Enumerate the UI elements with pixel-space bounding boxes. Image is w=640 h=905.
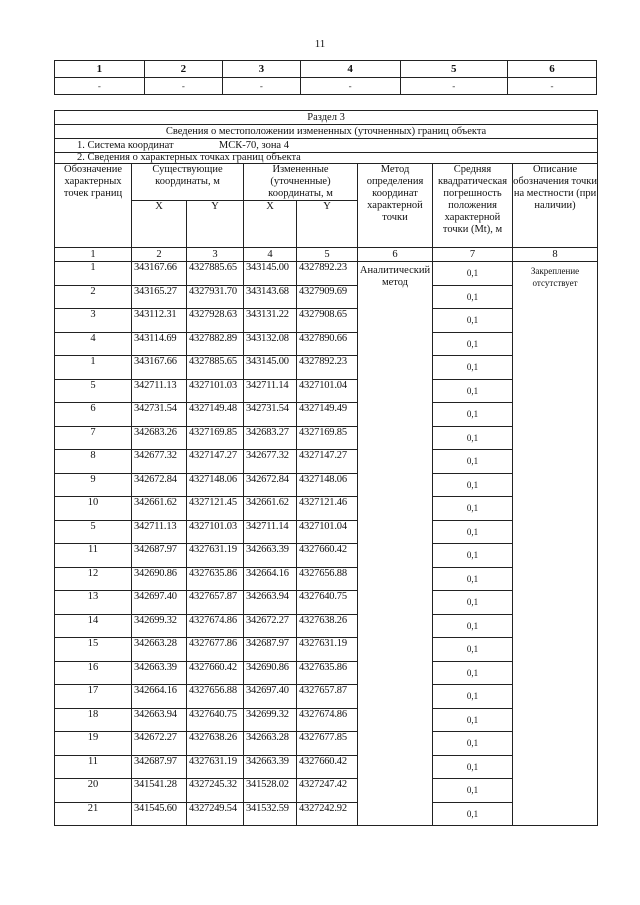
changed-x: 343131.22 <box>244 309 297 333</box>
existing-x: 343114.69 <box>132 332 187 356</box>
mt-value: 0,1 <box>433 591 513 615</box>
point-id: 4 <box>55 332 132 356</box>
mt-value: 0,1 <box>433 614 513 638</box>
section-subtitle: Сведения о местоположении измененных (уточненных) границ объекта <box>55 125 598 139</box>
existing-x: 342690.86 <box>132 567 187 591</box>
col-number: 2 <box>132 248 187 262</box>
column-header-row <box>55 164 598 201</box>
mt-value: 0,1 <box>433 638 513 662</box>
existing-y: 4327101.03 <box>187 379 244 403</box>
existing-y: 4327635.86 <box>187 567 244 591</box>
changed-x: 342664.16 <box>244 567 297 591</box>
page-number: 11 <box>314 38 326 50</box>
existing-x: 341541.28 <box>132 779 187 803</box>
existing-x: 342663.28 <box>132 638 187 662</box>
changed-x: 342699.32 <box>244 708 297 732</box>
value-cell: - <box>222 78 300 95</box>
changed-x: 342690.86 <box>244 661 297 685</box>
existing-x: 342664.16 <box>132 685 187 709</box>
existing-y: 4327245.32 <box>187 779 244 803</box>
existing-y: 4327885.65 <box>187 356 244 380</box>
changed-y: 4327908.65 <box>297 309 358 333</box>
changed-x: 342661.62 <box>244 497 297 521</box>
existing-x: 342672.84 <box>132 473 187 497</box>
col-changed-x: X <box>244 201 297 248</box>
existing-x: 342699.32 <box>132 614 187 638</box>
existing-y: 4327931.70 <box>187 285 244 309</box>
value-cell: - <box>508 78 597 95</box>
changed-y: 4327631.19 <box>297 638 358 662</box>
changed-x: 342687.97 <box>244 638 297 662</box>
header-cell: 1 <box>55 61 145 78</box>
changed-x: 342711.14 <box>244 379 297 403</box>
changed-x: 341528.02 <box>244 779 297 803</box>
changed-y: 4327892.23 <box>297 262 358 286</box>
mt-value: 0,1 <box>433 661 513 685</box>
point-id: 14 <box>55 614 132 638</box>
header-cell: 6 <box>508 61 597 78</box>
mt-value: 0,1 <box>433 779 513 803</box>
coord-system <box>55 139 598 153</box>
mt-value: 0,1 <box>433 520 513 544</box>
changed-y: 4327890.66 <box>297 332 358 356</box>
existing-y: 4327147.27 <box>187 450 244 474</box>
mt-value: 0,1 <box>433 544 513 568</box>
point-id: 18 <box>55 708 132 732</box>
existing-x: 343112.31 <box>132 309 187 333</box>
changed-y: 4327677.85 <box>297 732 358 756</box>
existing-x: 342711.13 <box>132 520 187 544</box>
changed-x: 342663.28 <box>244 732 297 756</box>
changed-x: 343145.00 <box>244 356 297 380</box>
mt-value: 0,1 <box>433 450 513 474</box>
mt-value: 0,1 <box>433 685 513 709</box>
point-id: 7 <box>55 426 132 450</box>
changed-y: 4327657.87 <box>297 685 358 709</box>
existing-x: 342677.32 <box>132 450 187 474</box>
description-value: Закрепление отсутствует <box>513 262 598 826</box>
changed-y: 4327121.46 <box>297 497 358 521</box>
changed-x: 342672.84 <box>244 473 297 497</box>
existing-y: 4327631.19 <box>187 544 244 568</box>
mt-value: 0,1 <box>433 708 513 732</box>
changed-x: 341532.59 <box>244 802 297 826</box>
changed-y: 4327656.88 <box>297 567 358 591</box>
changed-y: 4327909.69 <box>297 285 358 309</box>
section-3-table <box>54 110 598 826</box>
col-number: 5 <box>297 248 358 262</box>
point-id: 20 <box>55 779 132 803</box>
changed-x: 342663.94 <box>244 591 297 615</box>
changed-y: 4327149.49 <box>297 403 358 427</box>
existing-x: 342731.54 <box>132 403 187 427</box>
changed-x: 342683.27 <box>244 426 297 450</box>
changed-x: 342663.39 <box>244 544 297 568</box>
mt-value: 0,1 <box>433 403 513 427</box>
col-changed: Измененные (уточненные) координаты, м <box>244 164 358 201</box>
col-description: Описание обозначения точки на местности (при наличии) <box>513 164 598 248</box>
mt-value: 0,1 <box>433 497 513 521</box>
changed-x: 342731.54 <box>244 403 297 427</box>
existing-y: 4327882.89 <box>187 332 244 356</box>
changed-x: 342711.14 <box>244 520 297 544</box>
col-changed-y: Y <box>297 201 358 248</box>
existing-x: 342687.97 <box>132 755 187 779</box>
mt-value: 0,1 <box>433 262 513 286</box>
existing-x: 342663.39 <box>132 661 187 685</box>
points-heading-row <box>55 153 598 164</box>
existing-x: 342663.94 <box>132 708 187 732</box>
section-subtitle-row <box>55 125 598 139</box>
previous-section-header-row <box>55 61 597 78</box>
existing-x: 342697.40 <box>132 591 187 615</box>
point-id: 1 <box>55 262 132 286</box>
col-number: 1 <box>55 248 132 262</box>
point-id: 16 <box>55 661 132 685</box>
changed-y: 4327640.75 <box>297 591 358 615</box>
existing-x: 342672.27 <box>132 732 187 756</box>
previous-section-table <box>54 60 597 95</box>
changed-x: 343145.00 <box>244 262 297 286</box>
mt-value: 0,1 <box>433 379 513 403</box>
changed-y: 4327674.86 <box>297 708 358 732</box>
existing-x: 343167.66 <box>132 262 187 286</box>
method-value: Аналитический метод <box>358 262 433 826</box>
existing-y: 4327638.26 <box>187 732 244 756</box>
coord-system-label: 1. Система координат <box>77 140 174 151</box>
changed-y: 4327247.42 <box>297 779 358 803</box>
existing-y: 4327121.45 <box>187 497 244 521</box>
changed-y: 4327242.92 <box>297 802 358 826</box>
point-id: 21 <box>55 802 132 826</box>
column-number-row <box>55 248 598 262</box>
point-id: 13 <box>55 591 132 615</box>
changed-x: 343132.08 <box>244 332 297 356</box>
existing-x: 342711.13 <box>132 379 187 403</box>
existing-y: 4327660.42 <box>187 661 244 685</box>
mt-value: 0,1 <box>433 426 513 450</box>
col-existing: Существующие координаты, м <box>132 164 244 201</box>
point-id: 8 <box>55 450 132 474</box>
existing-y: 4327249.54 <box>187 802 244 826</box>
existing-y: 4327656.88 <box>187 685 244 709</box>
existing-y: 4327657.87 <box>187 591 244 615</box>
point-id: 19 <box>55 732 132 756</box>
existing-x: 341545.60 <box>132 802 187 826</box>
value-cell: - <box>400 78 508 95</box>
changed-y: 4327148.06 <box>297 473 358 497</box>
mt-value: 0,1 <box>433 755 513 779</box>
existing-y: 4327928.63 <box>187 309 244 333</box>
value-cell: - <box>55 78 145 95</box>
changed-y: 4327147.27 <box>297 450 358 474</box>
col-method: Метод определения координат характерной точки <box>358 164 433 248</box>
col-number: 6 <box>358 248 433 262</box>
point-id: 3 <box>55 309 132 333</box>
existing-x: 342683.26 <box>132 426 187 450</box>
table-row <box>55 262 598 286</box>
mt-value: 0,1 <box>433 285 513 309</box>
existing-x: 343165.27 <box>132 285 187 309</box>
point-id: 5 <box>55 520 132 544</box>
header-cell: 3 <box>222 61 300 78</box>
col-error: Средняя квадратическая погрешность положения характерной точки (Mt), м <box>433 164 513 248</box>
points-heading: 2. Сведения о характерных точках границ объекта <box>55 153 598 164</box>
changed-y: 4327892.23 <box>297 356 358 380</box>
existing-y: 4327674.86 <box>187 614 244 638</box>
point-id: 15 <box>55 638 132 662</box>
changed-y: 4327635.86 <box>297 661 358 685</box>
mt-value: 0,1 <box>433 356 513 380</box>
existing-y: 4327885.65 <box>187 262 244 286</box>
point-id: 2 <box>55 285 132 309</box>
changed-y: 4327101.04 <box>297 520 358 544</box>
changed-y: 4327660.42 <box>297 755 358 779</box>
previous-section-value-row <box>55 78 597 95</box>
coord-system-value: МСК-70, зона 4 <box>218 140 289 151</box>
changed-x: 342677.32 <box>244 450 297 474</box>
existing-x: 342661.62 <box>132 497 187 521</box>
changed-x: 342697.40 <box>244 685 297 709</box>
existing-y: 4327149.48 <box>187 403 244 427</box>
existing-y: 4327640.75 <box>187 708 244 732</box>
existing-y: 4327631.19 <box>187 755 244 779</box>
point-id: 11 <box>55 755 132 779</box>
mt-value: 0,1 <box>433 802 513 826</box>
changed-y: 4327660.42 <box>297 544 358 568</box>
point-id: 12 <box>55 567 132 591</box>
changed-y: 4327169.85 <box>297 426 358 450</box>
changed-x: 342672.27 <box>244 614 297 638</box>
mt-value: 0,1 <box>433 309 513 333</box>
point-id: 11 <box>55 544 132 568</box>
point-id: 10 <box>55 497 132 521</box>
col-number: 3 <box>187 248 244 262</box>
changed-y: 4327101.04 <box>297 379 358 403</box>
changed-y: 4327638.26 <box>297 614 358 638</box>
point-id: 5 <box>55 379 132 403</box>
section-title: Раздел 3 <box>55 111 598 125</box>
mt-value: 0,1 <box>433 473 513 497</box>
col-existing-x: X <box>132 201 187 248</box>
points-body <box>55 262 598 826</box>
changed-x: 343143.68 <box>244 285 297 309</box>
point-id: 9 <box>55 473 132 497</box>
col-designation: Обозначение характерных точек границ <box>55 164 132 248</box>
existing-x: 342687.97 <box>132 544 187 568</box>
value-cell: - <box>300 78 400 95</box>
mt-value: 0,1 <box>433 732 513 756</box>
existing-x: 343167.66 <box>132 356 187 380</box>
existing-y: 4327101.03 <box>187 520 244 544</box>
header-cell: 2 <box>144 61 222 78</box>
header-cell: 4 <box>300 61 400 78</box>
coord-system-row <box>55 139 598 153</box>
value-cell: - <box>144 78 222 95</box>
col-number: 4 <box>244 248 297 262</box>
mt-value: 0,1 <box>433 332 513 356</box>
changed-x: 342663.39 <box>244 755 297 779</box>
col-existing-y: Y <box>187 201 244 248</box>
existing-y: 4327677.86 <box>187 638 244 662</box>
col-number: 8 <box>513 248 598 262</box>
col-number: 7 <box>433 248 513 262</box>
point-id: 6 <box>55 403 132 427</box>
mt-value: 0,1 <box>433 567 513 591</box>
section-title-row <box>55 111 598 125</box>
existing-y: 4327148.06 <box>187 473 244 497</box>
point-id: 17 <box>55 685 132 709</box>
existing-y: 4327169.85 <box>187 426 244 450</box>
point-id: 1 <box>55 356 132 380</box>
header-cell: 5 <box>400 61 508 78</box>
